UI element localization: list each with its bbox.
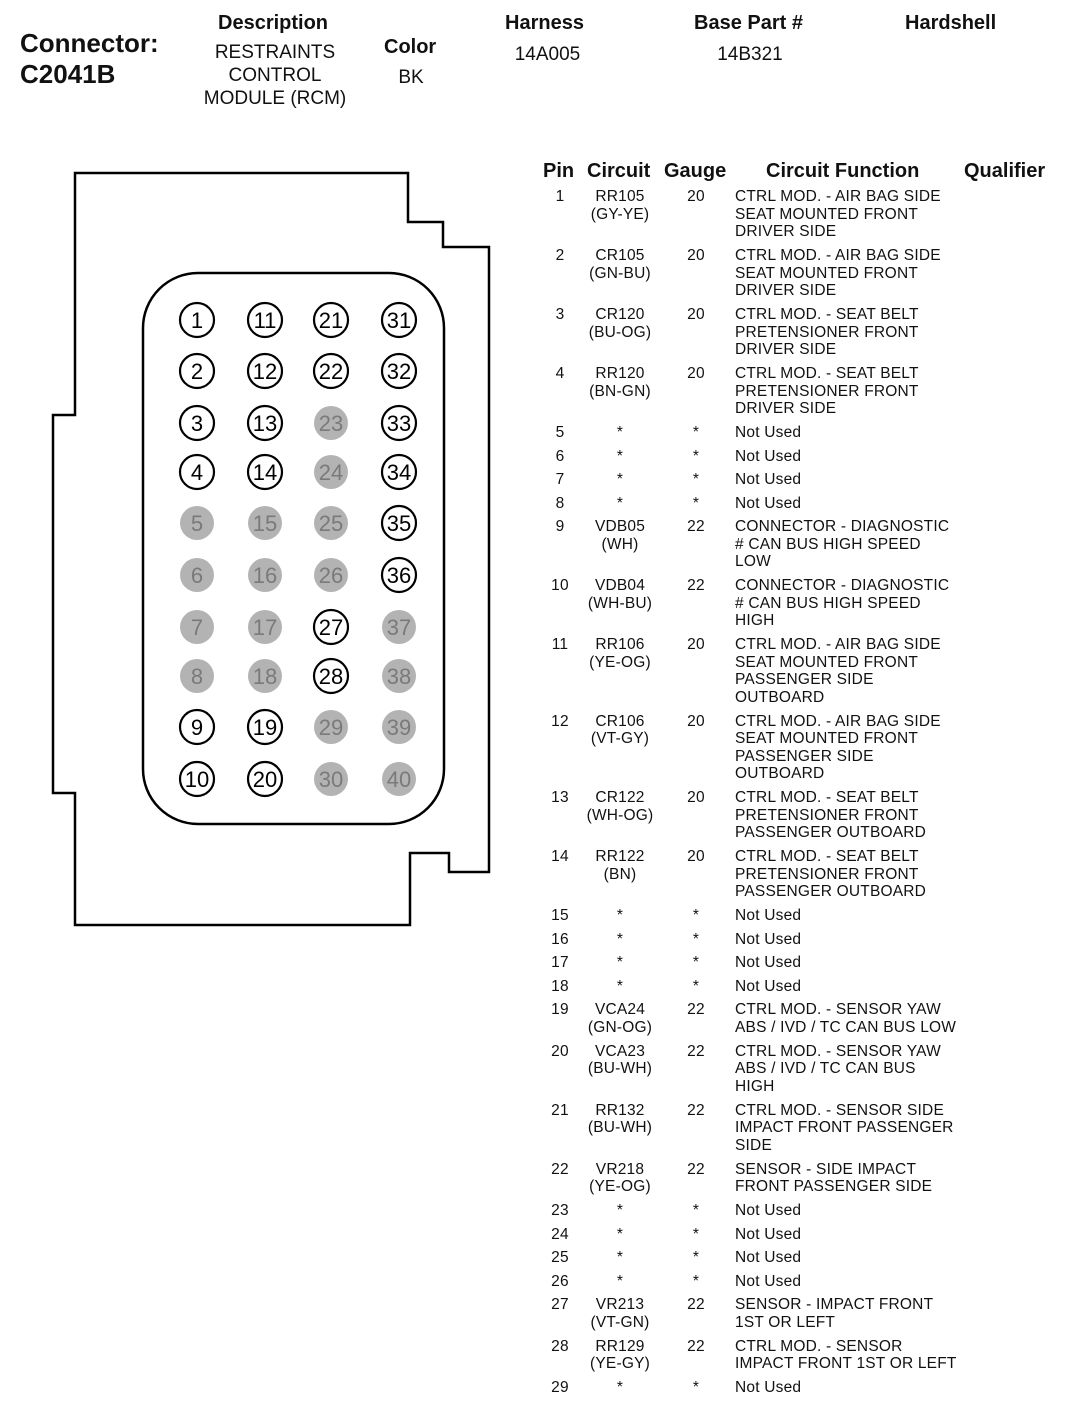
pin-cell: 6 <box>555 447 565 465</box>
color-label: Color <box>384 36 437 58</box>
gauge-cell: 20 <box>687 712 705 730</box>
function-cell: Not Used <box>735 977 802 995</box>
gauge-cell: 22 <box>687 1296 705 1313</box>
table-row <box>540 1249 1060 1267</box>
function-cell: SENSOR - SIDE IMPACT FRONT PASSENGER SIDE <box>735 1160 933 1195</box>
pin-cell: 3 <box>555 306 565 323</box>
function-cell: Not Used <box>735 471 802 488</box>
connector-pin <box>382 610 416 644</box>
function-cell: Not Used <box>735 1379 802 1396</box>
connector-pin <box>248 303 282 337</box>
table-row <box>540 1296 1060 1331</box>
connector-pin <box>382 455 416 489</box>
connector-pin <box>180 659 214 693</box>
function-cell: Not Used <box>735 930 802 948</box>
gauge-cell: * <box>692 1249 700 1266</box>
pin-cell: 29 <box>551 1379 569 1396</box>
table-row <box>540 188 1060 241</box>
pin-cell: 10 <box>551 577 569 594</box>
harness-label: Harness <box>505 12 584 34</box>
pin-number: 14 <box>252 460 278 485</box>
gauge-cell: 20 <box>687 247 705 264</box>
function-cell: CTRL MOD. - AIR BAG SIDE SEAT MOUNTED FRONT PASSENGER SIDE OUTBOARD <box>735 712 941 782</box>
pin-cell: 7 <box>555 471 565 488</box>
table-row <box>540 471 1060 489</box>
pin-cell: 16 <box>551 930 569 948</box>
col-function-header: Circuit Function <box>766 160 920 182</box>
function-cell: CTRL MOD. - SENSOR IMPACT FRONT 1ST OR LEFT <box>735 1337 957 1372</box>
function-cell: Not Used <box>735 1225 802 1243</box>
connector-pin <box>180 558 214 592</box>
function-cell: CTRL MOD. - SEAT BELT PRETENSIONER FRONT DRIVER SIDE <box>735 306 919 358</box>
connector-pin <box>382 762 416 796</box>
connector-face-diagram <box>0 160 500 940</box>
pin-cell: 13 <box>551 789 569 806</box>
hardshell-label: Hardshell <box>905 12 997 34</box>
function-cell: CTRL MOD. - SENSOR SIDE IMPACT FRONT PASSENGER SIDE <box>735 1101 954 1154</box>
function-cell: Not Used <box>735 424 802 441</box>
harness-value: 14A005 <box>514 44 581 65</box>
connector-pin <box>382 710 416 744</box>
pin-number: 29 <box>318 715 344 740</box>
circuit-cell: CR106 (VT-GY) <box>590 712 650 747</box>
pin-number: 22 <box>318 359 344 384</box>
pin-number: 8 <box>190 664 204 689</box>
connector-pin <box>382 558 416 592</box>
pin-number: 27 <box>318 615 344 640</box>
pin-cell: 2 <box>555 247 565 264</box>
gauge-cell: 22 <box>687 1337 705 1355</box>
table-row <box>540 1379 1060 1397</box>
gauge-cell: * <box>692 1379 700 1396</box>
gauge-cell: 20 <box>687 365 705 382</box>
connector-pin <box>314 762 348 796</box>
gauge-cell: * <box>692 1202 700 1219</box>
function-cell: CTRL MOD. - SEAT BELT PRETENSIONER FRONT PASSENGER OUTBOARD <box>735 848 927 900</box>
pin-number: 7 <box>190 615 204 640</box>
pin-cell: 12 <box>551 712 569 730</box>
pin-number: 24 <box>318 460 344 485</box>
pin-cell: 18 <box>551 977 569 995</box>
function-cell: Not Used <box>735 954 802 971</box>
table-row <box>540 978 1060 996</box>
pin-number: 32 <box>386 359 412 384</box>
connector-pin <box>314 406 348 440</box>
connector-pin <box>180 762 214 796</box>
circuit-cell: RR105 (GY-YE) <box>590 188 650 223</box>
pin-number: 13 <box>252 411 278 436</box>
connector-pin <box>248 354 282 388</box>
pin-number: 38 <box>386 664 412 689</box>
connector-pin <box>314 659 348 693</box>
pin-number: 31 <box>386 308 412 333</box>
pin-table <box>540 188 1060 1403</box>
pin-cell: 14 <box>551 848 569 865</box>
circuit-cell: VCA23 (BU-WH) <box>587 1042 653 1077</box>
table-row <box>540 1102 1060 1155</box>
pin-number: 37 <box>386 615 412 640</box>
pin-number: 3 <box>190 411 204 436</box>
gauge-cell: * <box>692 930 700 948</box>
pin-cell: 28 <box>551 1337 569 1355</box>
circuit-cell: * <box>616 930 624 948</box>
function-cell: CTRL MOD. - AIR BAG SIDE SEAT MOUNTED FRONT DRIVER SIDE <box>735 188 941 240</box>
connector-pin <box>314 610 348 644</box>
function-cell: CTRL MOD. - AIR BAG SIDE SEAT MOUNTED FRONT PASSENGER SIDE OUTBOARD <box>735 636 941 706</box>
connector-pin <box>248 558 282 592</box>
pin-cell: 20 <box>551 1042 569 1060</box>
pin-number: 23 <box>318 411 344 436</box>
pin-number: 16 <box>252 563 278 588</box>
pin-cell: 15 <box>551 907 569 924</box>
table-row <box>540 424 1060 442</box>
pin-cell: 23 <box>551 1202 569 1219</box>
connector-pin <box>248 710 282 744</box>
pin-number: 21 <box>318 308 344 333</box>
table-row <box>540 713 1060 783</box>
pin-number: 36 <box>386 563 412 588</box>
table-row <box>540 495 1060 513</box>
circuit-cell: CR122 (WH-OG) <box>586 789 654 824</box>
connector-id: C2041B <box>20 59 116 89</box>
circuit-cell: RR122 (BN) <box>595 848 645 883</box>
pin-number: 18 <box>252 664 278 689</box>
connector-pin <box>382 659 416 693</box>
color-value: BK <box>398 67 424 88</box>
gauge-cell: * <box>692 424 700 441</box>
gauge-cell: * <box>692 1272 700 1290</box>
base-part-value: 14B321 <box>717 44 783 65</box>
connector-pin <box>382 406 416 440</box>
pin-cell: 26 <box>551 1272 569 1290</box>
pin-number: 2 <box>190 359 204 384</box>
pin-cell: 8 <box>555 494 565 512</box>
pin-number: 11 <box>253 308 277 333</box>
pin-cell: 9 <box>555 518 565 535</box>
connector-pin <box>314 455 348 489</box>
connector-pin <box>314 354 348 388</box>
circuit-cell: CR105 (GN-BU) <box>589 247 651 282</box>
function-cell: CTRL MOD. - SENSOR YAW ABS / IVD / TC CAN BUS HIGH <box>735 1042 941 1095</box>
pin-number: 9 <box>190 715 204 740</box>
connector-pin <box>314 303 348 337</box>
pin-number: 40 <box>386 767 412 792</box>
pin-number: 26 <box>318 563 344 588</box>
circuit-cell: * <box>616 977 624 995</box>
circuit-cell: * <box>616 471 624 488</box>
connector-pin <box>180 455 214 489</box>
pin-number: 35 <box>386 511 412 536</box>
col-qualifier-header: Qualifier <box>964 160 1046 182</box>
table-row <box>540 931 1060 949</box>
circuit-cell: RR120 (BN-GN) <box>589 365 651 400</box>
connector-pin <box>180 506 214 540</box>
pin-grid <box>180 303 416 796</box>
gauge-cell: * <box>692 977 700 995</box>
gauge-cell: 22 <box>687 1101 705 1119</box>
table-row <box>540 954 1060 972</box>
connector-pin <box>382 506 416 540</box>
pin-cell: 17 <box>551 954 569 971</box>
pin-cell: 21 <box>551 1101 569 1119</box>
gauge-cell: 20 <box>687 188 705 205</box>
gauge-cell: * <box>692 1225 700 1243</box>
connector-pin <box>248 506 282 540</box>
table-row <box>540 448 1060 466</box>
circuit-cell: * <box>616 1379 624 1396</box>
circuit-cell: * <box>616 447 624 465</box>
gauge-cell: 22 <box>687 518 705 535</box>
table-row <box>540 1161 1060 1196</box>
pin-number: 39 <box>386 715 412 740</box>
circuit-cell: VCA24 (GN-OG) <box>587 1001 653 1036</box>
gauge-cell: 20 <box>687 306 705 323</box>
table-row <box>540 636 1060 706</box>
pin-number: 6 <box>190 563 204 588</box>
pin-cell: 25 <box>551 1249 569 1266</box>
pin-cell: 27 <box>551 1296 569 1313</box>
function-cell: CONNECTOR - DIAGNOSTIC # CAN BUS HIGH SPEED HIGH <box>735 577 950 629</box>
circuit-cell: * <box>616 1272 624 1290</box>
col-pin-header: Pin <box>543 160 575 182</box>
pin-cell: 11 <box>551 636 569 653</box>
pin-number: 15 <box>252 511 278 536</box>
gauge-cell: * <box>692 494 700 512</box>
pin-number: 4 <box>190 460 204 485</box>
gauge-cell: 20 <box>687 848 705 865</box>
function-cell: Not Used <box>735 447 802 465</box>
table-row <box>540 1273 1060 1291</box>
pin-cell: 22 <box>551 1160 569 1178</box>
gauge-cell: * <box>692 471 700 488</box>
pin-number: 19 <box>252 715 278 740</box>
connector-pin <box>248 455 282 489</box>
table-row <box>540 247 1060 300</box>
pin-number: 33 <box>386 411 412 436</box>
table-row <box>540 1202 1060 1220</box>
table-row <box>540 789 1060 842</box>
gauge-cell: * <box>692 907 700 924</box>
gauge-cell: 22 <box>687 1042 705 1060</box>
circuit-cell: VR213 (VT-GN) <box>590 1296 650 1331</box>
connector-pin <box>314 506 348 540</box>
pin-number: 30 <box>318 767 344 792</box>
circuit-cell: RR129 (YE-GY) <box>590 1337 650 1372</box>
connector-pin <box>248 762 282 796</box>
table-row <box>540 577 1060 630</box>
circuit-cell: * <box>616 954 624 971</box>
gauge-cell: 20 <box>687 636 705 653</box>
connector-pin <box>248 406 282 440</box>
connector-pin <box>180 710 214 744</box>
circuit-cell: * <box>616 494 624 512</box>
function-cell: Not Used <box>735 1202 802 1219</box>
pin-number: 17 <box>252 615 278 640</box>
connector-pin <box>248 659 282 693</box>
description-label: Description <box>218 12 329 34</box>
pin-cell: 19 <box>551 1001 569 1018</box>
pin-number: 28 <box>318 664 344 689</box>
pin-number: 1 <box>190 308 204 333</box>
gauge-cell: 20 <box>687 789 705 806</box>
table-row <box>540 1338 1060 1373</box>
circuit-cell: * <box>616 1249 624 1266</box>
table-row <box>540 1226 1060 1244</box>
connector-pin <box>314 558 348 592</box>
function-cell: Not Used <box>735 494 802 512</box>
function-cell: CONNECTOR - DIAGNOSTIC # CAN BUS HIGH SPEED LOW <box>735 518 950 570</box>
col-gauge-header: Gauge <box>664 160 727 182</box>
function-cell: CTRL MOD. - SEAT BELT PRETENSIONER FRONT DRIVER SIDE <box>735 365 919 417</box>
circuit-cell: RR106 (YE-OG) <box>589 636 651 671</box>
table-row <box>540 365 1060 418</box>
function-cell: Not Used <box>735 1272 802 1290</box>
circuit-cell: * <box>616 1202 624 1219</box>
connector-pin <box>180 406 214 440</box>
pin-cell: 1 <box>555 188 565 205</box>
connector-pin <box>180 354 214 388</box>
connector-pin <box>314 710 348 744</box>
gauge-cell: * <box>692 447 700 465</box>
pin-number: 10 <box>184 767 210 792</box>
connector-pin <box>180 610 214 644</box>
function-cell: CTRL MOD. - AIR BAG SIDE SEAT MOUNTED FRONT DRIVER SIDE <box>735 247 941 299</box>
circuit-cell: VR218 (YE-OG) <box>589 1160 651 1195</box>
gauge-cell: 22 <box>687 577 705 594</box>
table-row <box>540 1001 1060 1036</box>
circuit-cell: * <box>616 1225 624 1243</box>
pin-cell: 5 <box>555 424 565 441</box>
connector-pin <box>180 303 214 337</box>
circuit-cell: VDB04 (WH-BU) <box>587 577 653 612</box>
table-row <box>540 907 1060 925</box>
pin-number: 12 <box>252 359 278 384</box>
col-circuit-header: Circuit <box>587 160 651 182</box>
base-part-label: Base Part # <box>694 12 803 34</box>
table-row <box>540 306 1060 359</box>
gauge-cell: 22 <box>687 1001 705 1018</box>
circuit-cell: * <box>616 907 624 924</box>
circuit-cell: VDB05 (WH) <box>594 518 646 553</box>
connector-pin <box>382 303 416 337</box>
circuit-cell: * <box>616 424 624 441</box>
connector-title <box>20 28 159 90</box>
table-row <box>540 1043 1060 1096</box>
circuit-cell: RR132 (BU-WH) <box>587 1101 653 1136</box>
gauge-cell: 22 <box>687 1160 705 1178</box>
table-row <box>540 848 1060 901</box>
pin-cell: 4 <box>555 365 565 382</box>
function-cell: CTRL MOD. - SEAT BELT PRETENSIONER FRONT PASSENGER OUTBOARD <box>735 789 927 841</box>
table-row <box>540 518 1060 571</box>
connector-label: Connector: <box>20 28 159 58</box>
function-cell: Not Used <box>735 907 802 924</box>
circuit-cell: CR120 (BU-OG) <box>588 306 652 341</box>
connector-pin <box>248 610 282 644</box>
function-cell: Not Used <box>735 1249 802 1266</box>
gauge-cell: * <box>692 954 700 971</box>
pin-cell: 24 <box>551 1225 569 1243</box>
pin-number: 25 <box>318 511 344 536</box>
pin-number: 5 <box>190 511 204 536</box>
pin-number: 34 <box>386 460 412 485</box>
connector-pin <box>382 354 416 388</box>
function-cell: SENSOR - IMPACT FRONT 1ST OR LEFT <box>735 1296 934 1331</box>
description-value: RESTRAINTS CONTROL MODULE (RCM) <box>203 42 347 109</box>
pin-number: 20 <box>252 767 278 792</box>
function-cell: CTRL MOD. - SENSOR YAW ABS / IVD / TC CAN BUS LOW <box>735 1001 957 1036</box>
